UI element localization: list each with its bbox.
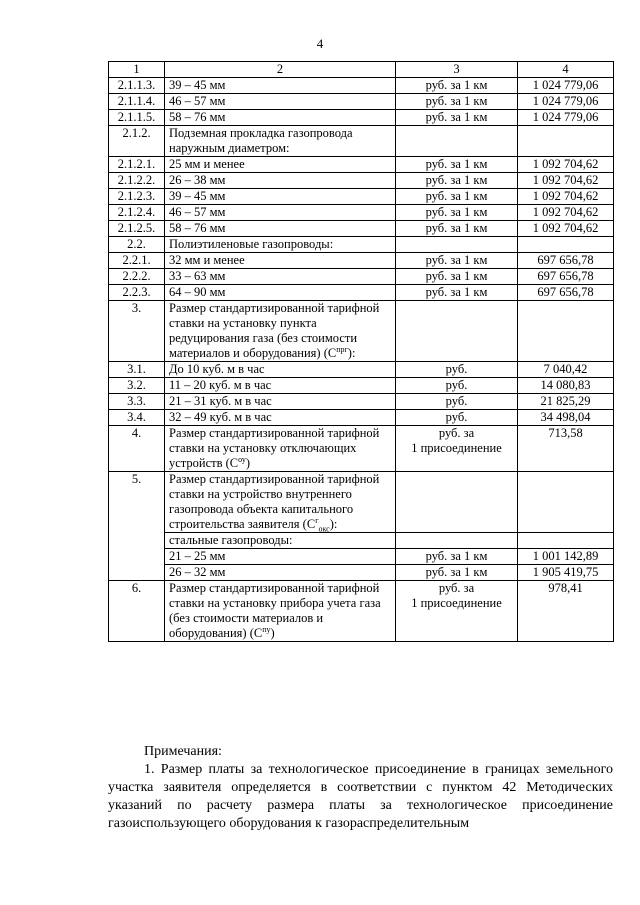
row-number: 2.1.1.4.: [109, 94, 165, 110]
table-row: [109, 410, 614, 426]
table-header-row: [109, 62, 614, 78]
row-unit: руб.: [396, 410, 518, 426]
row-unit: руб. за 1 км: [396, 221, 518, 237]
row-description: 21 – 31 куб. м в час: [165, 394, 396, 410]
row-value: 713,58: [518, 426, 614, 472]
row-value: [518, 533, 614, 549]
desc-end: ): [245, 456, 251, 470]
row-unit: руб. за 1 км: [396, 269, 518, 285]
notes-section: [108, 743, 613, 833]
table-row: [109, 189, 614, 205]
header-cell: 3: [396, 62, 518, 78]
row-description: 39 – 45 мм: [165, 189, 396, 205]
row-number: 3.4.: [109, 410, 165, 426]
row-unit: руб. за 1 км: [396, 565, 518, 581]
row-unit: [396, 301, 518, 362]
tariff-table-body: [109, 62, 614, 642]
row-unit: [396, 472, 518, 533]
row-unit: [396, 126, 518, 157]
row-value: 34 498,04: [518, 410, 614, 426]
row-description: стальные газопроводы:: [165, 533, 396, 549]
table-row: [109, 565, 614, 581]
desc-superscript: оу: [238, 454, 246, 464]
row-value: 7 040,42: [518, 362, 614, 378]
row-number: 2.1.2.1.: [109, 157, 165, 173]
row-number: 2.2.2.: [109, 269, 165, 285]
row-value: 978,41: [518, 581, 614, 642]
row-number: 2.1.1.3.: [109, 78, 165, 94]
row-description: 58 – 76 мм: [165, 221, 396, 237]
row-description: До 10 куб. м в час: [165, 362, 396, 378]
row-value: 697 656,78: [518, 285, 614, 301]
row-number: 6.: [109, 581, 165, 642]
row-unit: [396, 581, 518, 642]
table-row: [109, 362, 614, 378]
desc-superscript: прг: [336, 344, 348, 354]
notes-title: Примечания:: [144, 744, 222, 759]
row-unit: руб.: [396, 394, 518, 410]
row-unit: руб. за 1 км: [396, 157, 518, 173]
row-unit: [396, 237, 518, 253]
row-description: 46 – 57 мм: [165, 205, 396, 221]
row-value: 1 024 779,06: [518, 94, 614, 110]
row-number: 3.: [109, 301, 165, 362]
table-row: [109, 221, 614, 237]
row-number: 2.1.1.5.: [109, 110, 165, 126]
row-number: 5.: [109, 472, 165, 581]
row-description: [165, 581, 396, 642]
desc-text: Размер стандартизированной тарифной ставки на установку прибора учета газа (без стоимости материалов и оборудования) (С: [169, 581, 381, 640]
row-number: 2.1.2.5.: [109, 221, 165, 237]
row-value: 1 001 142,89: [518, 549, 614, 565]
row-description: 46 – 57 мм: [165, 94, 396, 110]
row-description: [165, 472, 396, 533]
row-value: 14 080,83: [518, 378, 614, 394]
unit-line-1: руб. за: [438, 581, 475, 595]
row-number: 3.2.: [109, 378, 165, 394]
row-description: Полиэтиленовые газопроводы:: [165, 237, 396, 253]
row-unit: руб. за 1 км: [396, 78, 518, 94]
row-description: 39 – 45 мм: [165, 78, 396, 94]
row-value: 1 092 704,62: [518, 221, 614, 237]
row-description: 21 – 25 мм: [165, 549, 396, 565]
tariff-table: [108, 61, 614, 642]
row-number: 2.2.: [109, 237, 165, 253]
row-unit: руб. за 1 км: [396, 189, 518, 205]
row-number: 2.1.2.3.: [109, 189, 165, 205]
row-description: 58 – 76 мм: [165, 110, 396, 126]
desc-text: Размер стандартизированной тарифной ставки на устройство внутреннего газопровода объекта капитального строительства заявителя (С: [169, 472, 380, 531]
desc-end: ):: [329, 517, 338, 531]
table-row: [109, 253, 614, 269]
row-value: 1 024 779,06: [518, 110, 614, 126]
desc-subscript: окс: [318, 524, 330, 534]
row-number: 2.1.2.4.: [109, 205, 165, 221]
unit-line-2: 1 присоединение: [411, 441, 502, 455]
table-row-4: [109, 426, 614, 472]
row-description: Подземная прокладка газопровода наружным диаметром:: [165, 126, 396, 157]
table-row-5-steel: [109, 533, 614, 549]
row-unit: руб.: [396, 362, 518, 378]
row-value: [518, 126, 614, 157]
desc-end: ): [270, 626, 275, 640]
unit-line-2: 1 присоединение: [411, 596, 502, 610]
row-description: 26 – 32 мм: [165, 565, 396, 581]
row-value: 1 092 704,62: [518, 157, 614, 173]
row-description: [165, 426, 396, 472]
table-row: [109, 237, 614, 253]
desc-text: Размер стандартизированной тарифной ставки на установку отключающих устройств (С: [169, 426, 380, 470]
row-number: 2.1.2.: [109, 126, 165, 157]
row-unit: руб. за 1 км: [396, 285, 518, 301]
row-unit: руб. за 1 км: [396, 173, 518, 189]
table-row: [109, 94, 614, 110]
row-description: 32 мм и менее: [165, 253, 396, 269]
row-unit: руб. за 1 км: [396, 549, 518, 565]
table-row: [109, 173, 614, 189]
row-unit: руб. за 1 км: [396, 205, 518, 221]
row-unit: [396, 426, 518, 472]
desc-end: ):: [347, 346, 356, 360]
table-row-5: [109, 472, 614, 533]
row-value: [518, 472, 614, 533]
table-row: [109, 157, 614, 173]
table-row-3: [109, 301, 614, 362]
row-description: 26 – 38 мм: [165, 173, 396, 189]
page-number: 4: [316, 36, 324, 51]
row-unit: руб.: [396, 378, 518, 394]
row-unit: руб. за 1 км: [396, 110, 518, 126]
row-value: [518, 301, 614, 362]
desc-superscript: г: [315, 515, 319, 525]
row-value: 697 656,78: [518, 253, 614, 269]
table-row: [109, 549, 614, 565]
row-description: [165, 301, 396, 362]
row-value: 1 092 704,62: [518, 173, 614, 189]
table-row: [109, 269, 614, 285]
row-unit: руб. за 1 км: [396, 253, 518, 269]
header-cell: 1: [109, 62, 165, 78]
row-description: 64 – 90 мм: [165, 285, 396, 301]
row-value: 1 092 704,62: [518, 205, 614, 221]
row-number: 2.1.2.2.: [109, 173, 165, 189]
desc-text: Размер стандартизированной тарифной ставки на установку пункта редуцирования газа (без стоимости материалов и оборудования) (С: [169, 301, 380, 360]
table-row: [109, 110, 614, 126]
row-value: 1 905 419,75: [518, 565, 614, 581]
table-row: [109, 285, 614, 301]
row-number: 3.3.: [109, 394, 165, 410]
header-cell: 2: [165, 62, 396, 78]
row-value: 1 092 704,62: [518, 189, 614, 205]
row-number: 3.1.: [109, 362, 165, 378]
row-unit: [396, 533, 518, 549]
row-unit: руб. за 1 км: [396, 94, 518, 110]
row-value: 1 024 779,06: [518, 78, 614, 94]
table-row: [109, 394, 614, 410]
header-cell: 4: [518, 62, 614, 78]
row-description: 11 – 20 куб. м в час: [165, 378, 396, 394]
unit-line-1: руб. за: [438, 426, 475, 440]
table-row: [109, 378, 614, 394]
row-number: 2.2.1.: [109, 253, 165, 269]
row-number: 2.2.3.: [109, 285, 165, 301]
table-row: [109, 126, 614, 157]
table-row: [109, 205, 614, 221]
row-description: 32 – 49 куб. м в час: [165, 410, 396, 426]
table-row: [109, 78, 614, 94]
row-description: 33 – 63 мм: [165, 269, 396, 285]
row-number: 4.: [109, 426, 165, 472]
notes-paragraph: 1. Размер платы за технологическое присоединение в границах земельного участка заявителя определяется в соответствии с пунктом 42 Методических указаний по расчету размера платы за технологическое присоединение газоиспользующего оборудования к газораспределительным: [108, 762, 613, 831]
row-description: 25 мм и менее: [165, 157, 396, 173]
row-value: 697 656,78: [518, 269, 614, 285]
row-value: [518, 237, 614, 253]
row-value: 21 825,29: [518, 394, 614, 410]
desc-superscript: пу: [262, 624, 271, 634]
table-row-6: [109, 581, 614, 642]
